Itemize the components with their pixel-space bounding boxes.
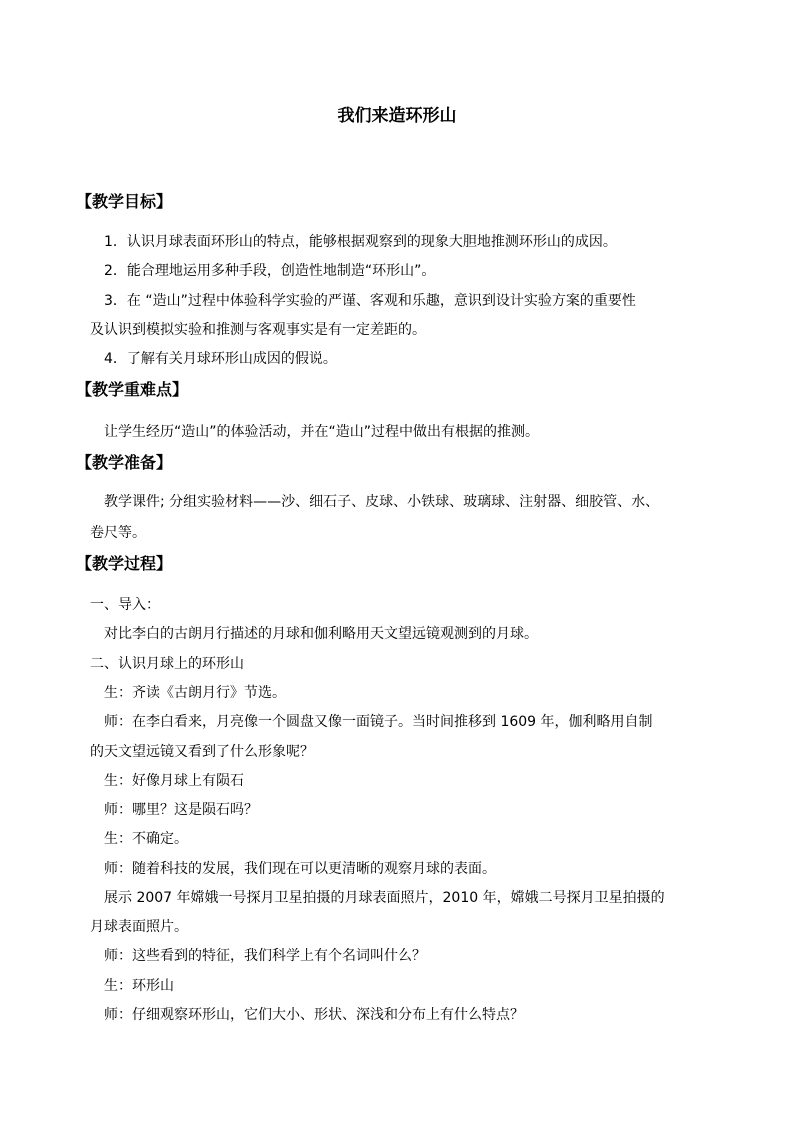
process-line: 生：环形山 (104, 978, 174, 994)
key-points-text: 让学生经历“造山”的体验活动，并在“造山”过程中做出有根据的推测。 (104, 424, 540, 440)
process-line: 展示 2007 年嫦娥一号探月卫星拍摄的月球表面照片，2010 年，嫦娥二号探月卫星拍摄的 (104, 890, 665, 906)
process-subheading: 二、认识月球上的环形山 (90, 656, 244, 672)
process-line: 师：仔细观察环形山，它们大小、形状、深浅和分布上有什么特点？ (104, 1007, 524, 1023)
process-line-continuation: 的天文望远镜又看到了什么形象呢？ (90, 744, 314, 760)
process-line: 生：好像月球上有陨石 (104, 773, 244, 789)
process-line: 师：在李白看来，月亮像一个圆盘又像一面镜子。当时间推移到 1609 年，伽利略用自制 (104, 714, 653, 730)
section-heading-key-points: 【教学重难点】 (76, 380, 189, 399)
goal-item: 3．在 “造山”过程中体验科学实验的严谨、客观和乐趣，意识到设计实验方案的重要性 (104, 293, 636, 309)
goal-item: 1．认识月球表面环形山的特点，能够根据观察到的现象大胆地推测环形山的成因。 (104, 234, 617, 250)
process-line: 师：这些看到的特征，我们科学上有个名词叫什么？ (104, 948, 426, 964)
preparation-text: 教学课件; 分组实验材料——沙、细石子、皮球、小铁球、玻璃球、注射器、细胶管、水、 (104, 494, 660, 510)
process-line-continuation: 月球表面照片。 (90, 919, 188, 935)
process-line: 生：不确定。 (104, 831, 188, 847)
process-line: 师：随着科技的发展，我们现在可以更清晰的观察月球的表面。 (104, 861, 496, 877)
process-line: 对比李白的古朗月行描述的月球和伽利略用天文望远镜观测到的月球。 (104, 626, 538, 642)
process-line: 生：齐读《古朗月行》节选。 (104, 685, 286, 701)
process-subheading: 一、导入： (90, 597, 160, 613)
goal-item-continuation: 及认识到模拟实验和推测与客观事实是有一定差距的。 (90, 322, 426, 338)
preparation-text-continuation: 卷尺等。 (90, 525, 146, 541)
goal-item: 2．能合理地运用多种手段，创造性地制造“环形山”。 (104, 263, 436, 279)
goal-item: 4．了解有关月球环形山成因的假说。 (104, 351, 337, 367)
section-heading-goals: 【教学目标】 (76, 192, 173, 211)
document-title: 我们来造环形山 (337, 106, 457, 126)
section-heading-process: 【教学过程】 (76, 554, 173, 573)
section-heading-preparation: 【教学准备】 (76, 453, 173, 472)
process-line: 师：哪里？这是陨石吗？ (104, 802, 258, 818)
